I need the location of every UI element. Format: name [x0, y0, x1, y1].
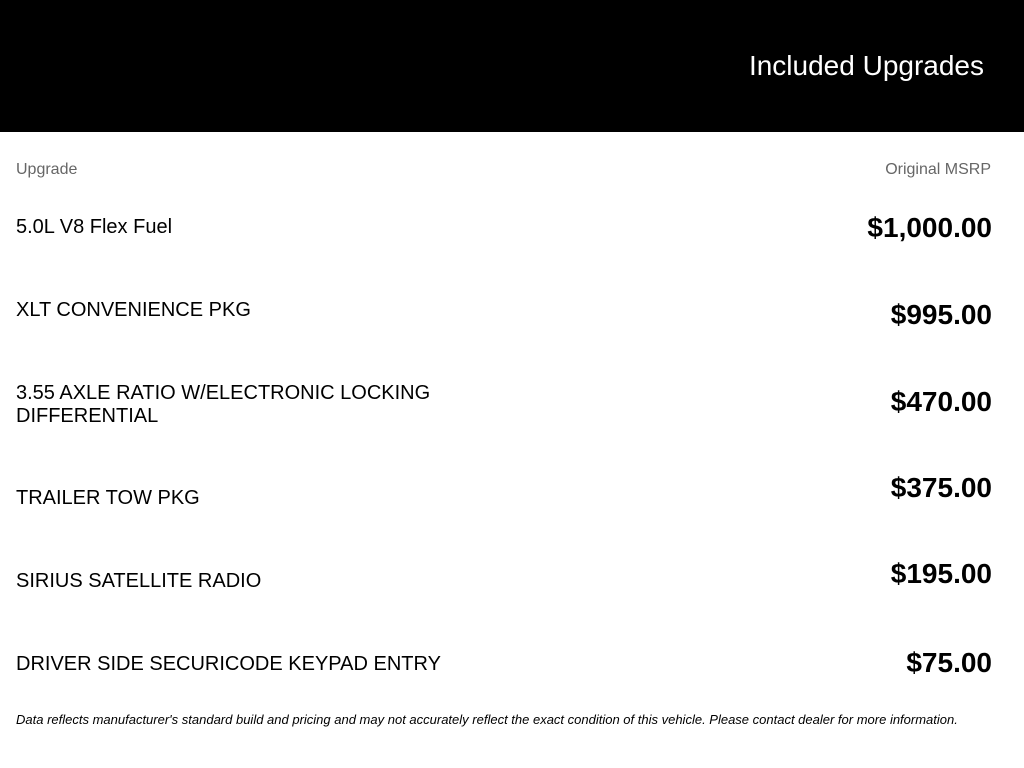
- upgrade-row: [16, 647, 992, 712]
- upgrade-name: DRIVER SIDE SECURICODE KEYPAD ENTRY: [16, 653, 441, 675]
- upgrade-price: $995.00: [890, 299, 992, 330]
- upgrade-row: [16, 380, 992, 440]
- upgrade-name: 5.0L V8 Flex Fuel: [16, 216, 173, 238]
- page-title: Included Upgrades: [748, 50, 984, 81]
- upgrade-row: [16, 558, 992, 629]
- upgrade-name: 3.55 AXLE RATIO W/ELECTRONIC LOCKING DIFFERENTIAL: [16, 382, 431, 427]
- upgrade-name: TRAILER TOW PKG: [16, 487, 200, 509]
- upgrade-price: $1,000.00: [867, 212, 992, 243]
- column-header-upgrade: Upgrade: [16, 161, 78, 178]
- upgrade-price: $375.00: [890, 472, 992, 503]
- upgrade-price: $470.00: [890, 386, 992, 417]
- upgrade-price: $75.00: [906, 647, 992, 678]
- disclaimer-footnote: Data reflects manufacturer's standard build and pricing and may not accurately reflect the exact condition of this vehicle. Please contact dealer for more information.: [16, 712, 958, 727]
- upgrade-name: SIRIUS SATELLITE RADIO: [16, 570, 262, 592]
- header-bar: [0, 0, 1024, 132]
- upgrade-row: [16, 472, 992, 546]
- upgrade-price: $195.00: [890, 558, 992, 589]
- upgrade-row: [16, 214, 992, 274]
- column-header-msrp: Original MSRP: [885, 161, 991, 178]
- upgrade-row: [16, 297, 992, 357]
- upgrade-name: XLT CONVENIENCE PKG: [16, 299, 251, 321]
